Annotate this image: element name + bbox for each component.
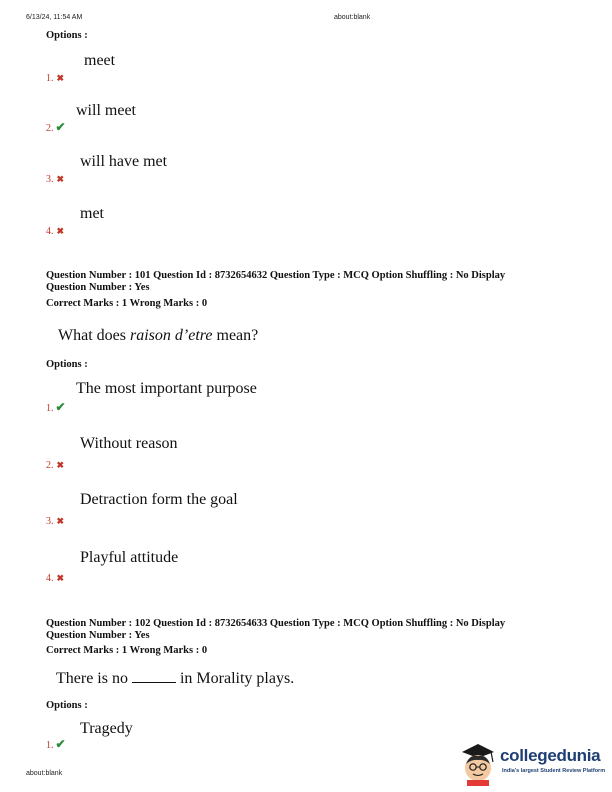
option-text: will have met	[80, 153, 168, 170]
option-text: met	[80, 205, 104, 222]
logo-tagline: India's largest Student Review Platform	[502, 768, 606, 774]
option-number: 3. ✖	[46, 516, 65, 527]
option-number: 4. ✖	[46, 226, 65, 237]
cross-icon: ✖	[56, 460, 65, 470]
option-text: Detraction form the goal	[80, 491, 238, 508]
check-icon: ✔	[55, 400, 66, 414]
cross-icon: ✖	[56, 73, 65, 83]
option-text: meet	[84, 52, 116, 69]
options-label: Options :	[46, 30, 88, 41]
question-text: There is no in Morality plays.	[56, 670, 295, 687]
cross-icon: ✖	[56, 573, 65, 583]
question-meta-line: Question Number : Yes	[46, 630, 150, 641]
question-meta-line: Question Number : 101 Question Id : 8732654632 Question Type : MCQ Option Shuffling : No Display	[46, 270, 506, 281]
option-text: Without reason	[80, 435, 178, 452]
option-number: 2. ✔	[46, 120, 66, 134]
question-marks: Correct Marks : 1 Wrong Marks : 0	[46, 645, 208, 656]
option-number: 4. ✖	[46, 573, 65, 584]
print-datetime: 6/13/24, 11:54 AM	[26, 14, 83, 21]
check-icon: ✔	[55, 737, 66, 751]
footer-url: about:blank	[26, 770, 63, 777]
question-meta-line: Question Number : Yes	[46, 282, 150, 293]
option-text: Tragedy	[80, 720, 133, 737]
collegedunia-logo	[458, 740, 608, 786]
question-meta-line: Question Number : 102 Question Id : 8732654633 Question Type : MCQ Option Shuffling : No Display	[46, 618, 506, 629]
cross-icon: ✖	[56, 174, 65, 184]
cross-icon: ✖	[56, 516, 65, 526]
option-text: will meet	[76, 102, 136, 119]
logo-wordmark: collegedunia	[500, 746, 601, 765]
option-number: 2. ✖	[46, 460, 65, 471]
question-meta	[46, 270, 505, 294]
option-number: 3. ✖	[46, 174, 65, 185]
fill-in-blank	[132, 669, 176, 683]
option-number: 1. ✔	[46, 400, 66, 414]
print-url: about:blank	[334, 14, 371, 21]
check-icon: ✔	[55, 120, 66, 134]
cross-icon: ✖	[56, 226, 65, 236]
question-marks: Correct Marks : 1 Wrong Marks : 0	[46, 298, 208, 309]
option-number: 1. ✔	[46, 737, 66, 751]
options-label: Options :	[46, 700, 88, 711]
option-number: 1. ✖	[46, 73, 65, 84]
option-text: Playful attitude	[80, 549, 179, 566]
option-text: The most important purpose	[76, 380, 257, 397]
mascot-icon	[458, 740, 498, 786]
question-meta	[46, 618, 505, 642]
options-label: Options :	[46, 359, 88, 370]
question-text: What does raison d’etre mean?	[58, 327, 259, 344]
